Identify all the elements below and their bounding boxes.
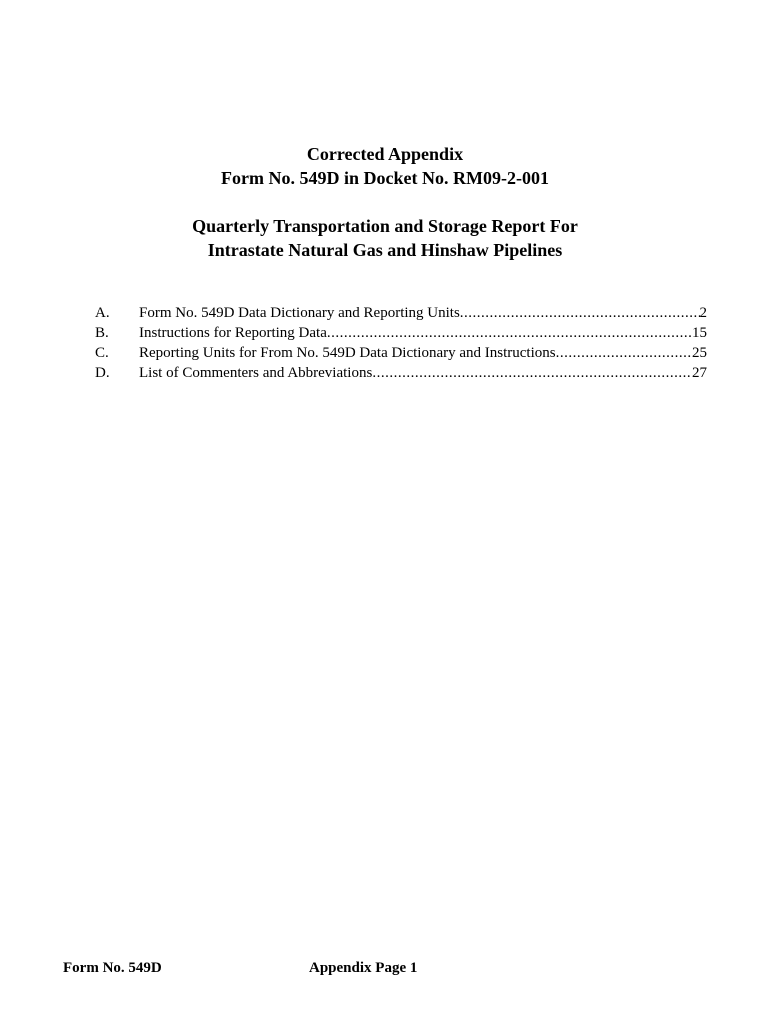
footer-form-number: Form No. 549D xyxy=(63,960,162,976)
toc-page-number: 25 xyxy=(692,345,707,361)
toc-letter: D. xyxy=(95,365,110,381)
toc-text: Form No. 549D Data Dictionary and Reporting Units xyxy=(139,305,460,321)
toc-letter: A. xyxy=(95,305,110,321)
toc-leader-dots xyxy=(556,343,692,363)
toc-leader-dots xyxy=(372,363,692,383)
toc-leader-dots xyxy=(327,323,692,343)
toc-leader-dots xyxy=(460,303,700,323)
report-title xyxy=(0,214,770,262)
toc-page-number: 2 xyxy=(699,305,707,321)
toc-letter: C. xyxy=(95,345,109,361)
table-of-contents xyxy=(95,303,707,383)
toc-letter: B. xyxy=(95,325,109,341)
title-line-3: Quarterly Transportation and Storage Report For xyxy=(192,216,578,236)
toc-entry-a xyxy=(95,303,707,323)
title-line-4: Intrastate Natural Gas and Hinshaw Pipelines xyxy=(207,240,563,260)
footer-page-number: Appendix Page 1 xyxy=(309,960,418,976)
toc-entry-c xyxy=(95,343,707,363)
title-line-2: Form No. 549D in Docket No. RM09-2-001 xyxy=(221,168,549,188)
title-line-1: Corrected Appendix xyxy=(306,144,464,164)
toc-entry-d xyxy=(95,363,707,383)
toc-text: List of Commenters and Abbreviations xyxy=(139,365,373,381)
toc-text: Reporting Units for From No. 549D Data Dictionary and Instructions xyxy=(139,345,556,361)
toc-entry-b xyxy=(95,323,707,343)
appendix-title xyxy=(0,142,770,190)
toc-page-number: 15 xyxy=(692,325,707,341)
toc-page-number: 27 xyxy=(692,365,707,381)
toc-text: Instructions for Reporting Data xyxy=(139,325,327,341)
